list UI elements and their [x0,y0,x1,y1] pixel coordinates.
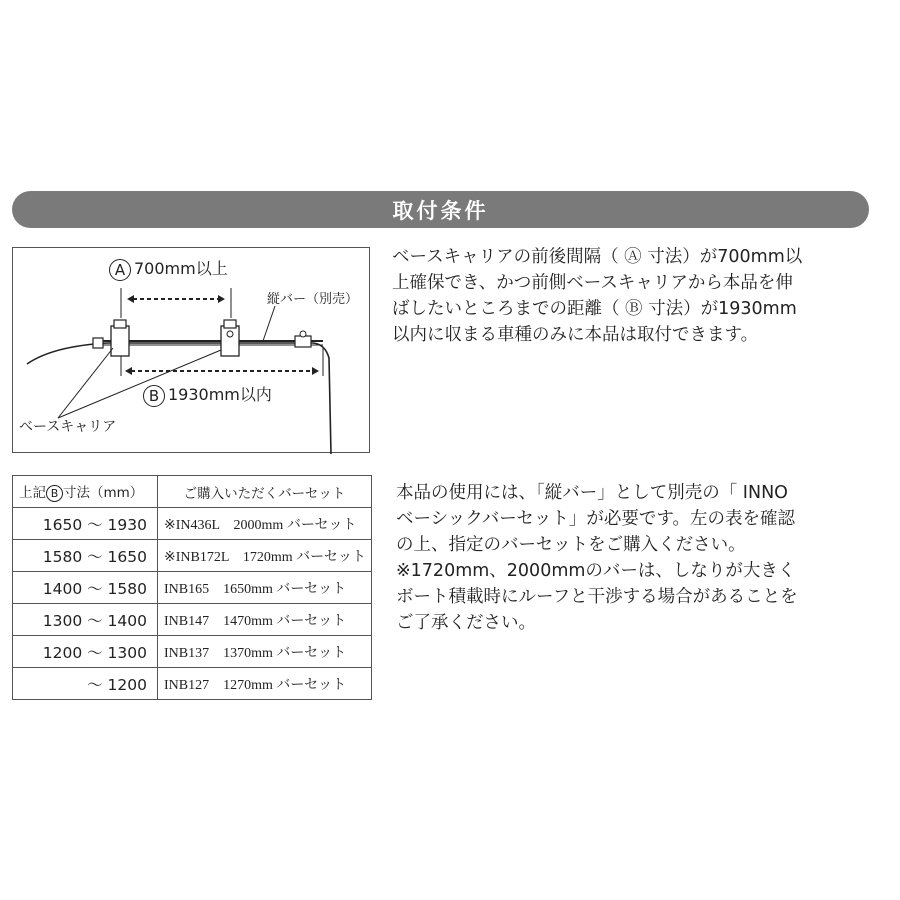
note-line: 本品の使用には、「縦バー」として別売の「 INNO [396,483,788,503]
leader-carrier-front [58,348,113,418]
mounting-description [392,244,872,348]
vertical-bar-label: 縦バー（別売） [267,292,359,307]
a-dimension-text: 700mm以上 [134,259,228,278]
bar-set-cell: INB147 1470mm バーセット [158,604,372,636]
usage-note [396,480,876,636]
leader-vertical-bar [263,306,275,341]
table-row [13,604,372,636]
note-line: の上、指定のバーセットをご購入ください。 [396,535,746,555]
base-carrier-front [111,326,129,356]
bar-set-cell: INB137 1370mm バーセット [158,636,372,668]
table-header-row [13,476,372,508]
extension-knob [300,331,306,337]
a-arrow-left [127,295,134,303]
note-line: ベーシックバーセット」が必要です。左の表を確認 [396,509,795,529]
a-circle-letter: A [109,259,131,281]
b-arrow-right [312,367,319,375]
range-cell: 1400 ～ 1580 [13,572,158,604]
bar-end-cap-front [93,338,103,348]
bar-set-cell: INB165 1650mm バーセット [158,572,372,604]
table-row [13,572,372,604]
description-line: ばしたいところまでの距離（ Ⓑ 寸法）が1930mm [392,299,797,319]
header-bar-set: ご購入いただくバーセット [158,476,372,508]
bar-set-table [12,475,372,700]
note-line: ※1720mm、2000mmのバーは、しなりが大きく [396,561,796,581]
carrier-bolt [227,331,233,337]
range-cell: ～ 1200 [13,668,158,700]
b-dimension-text: 1930mm以内 [168,385,272,404]
range-cell: 1200 ～ 1300 [13,636,158,668]
section-banner [12,191,869,228]
table-row [13,540,372,572]
section-title: 取付条件 [392,198,489,223]
bar-set-cell: ※IN436L 2000mm バーセット [158,508,372,540]
mounting-diagram [12,247,370,453]
bar-set-cell: ※INB172L 1720mm バーセット [158,540,372,572]
extension-product [295,336,311,347]
range-cell: 1650 ～ 1930 [13,508,158,540]
table-row [13,508,372,540]
header-prefix: 上記 [19,485,46,502]
range-cell: 1580 ～ 1650 [13,540,158,572]
b-dimension-label [143,382,272,407]
description-line: ベースキャリアの前後間隔（ Ⓐ 寸法）が700mm以 [392,247,803,267]
range-cell: 1300 ～ 1400 [13,604,158,636]
base-carrier-front-top [114,320,126,328]
b-circle-letter: B [143,385,165,407]
description-line: 以内に収まる車種のみに本品は取付できます。 [392,325,759,345]
table-row [13,668,372,700]
bar-set-cell: INB127 1270mm バーセット [158,668,372,700]
base-carrier-label: ベースキャリア [19,419,117,435]
description-line: 上確保でき、かつ前側ベースキャリアから本品を伸 [392,273,793,293]
a-dimension-label [109,256,228,281]
header-suffix: 寸法（mm） [63,485,144,502]
note-line: ボート積載時にルーフと干渉する場合があることを [396,587,798,607]
base-carrier-rear-top [224,320,236,328]
table-row [13,636,372,668]
a-arrow-right [218,295,225,303]
b-arrow-left [125,367,132,375]
header-b-circle: B [46,485,63,502]
note-line: ご了承ください。 [396,613,536,633]
header-dimension [13,476,158,508]
